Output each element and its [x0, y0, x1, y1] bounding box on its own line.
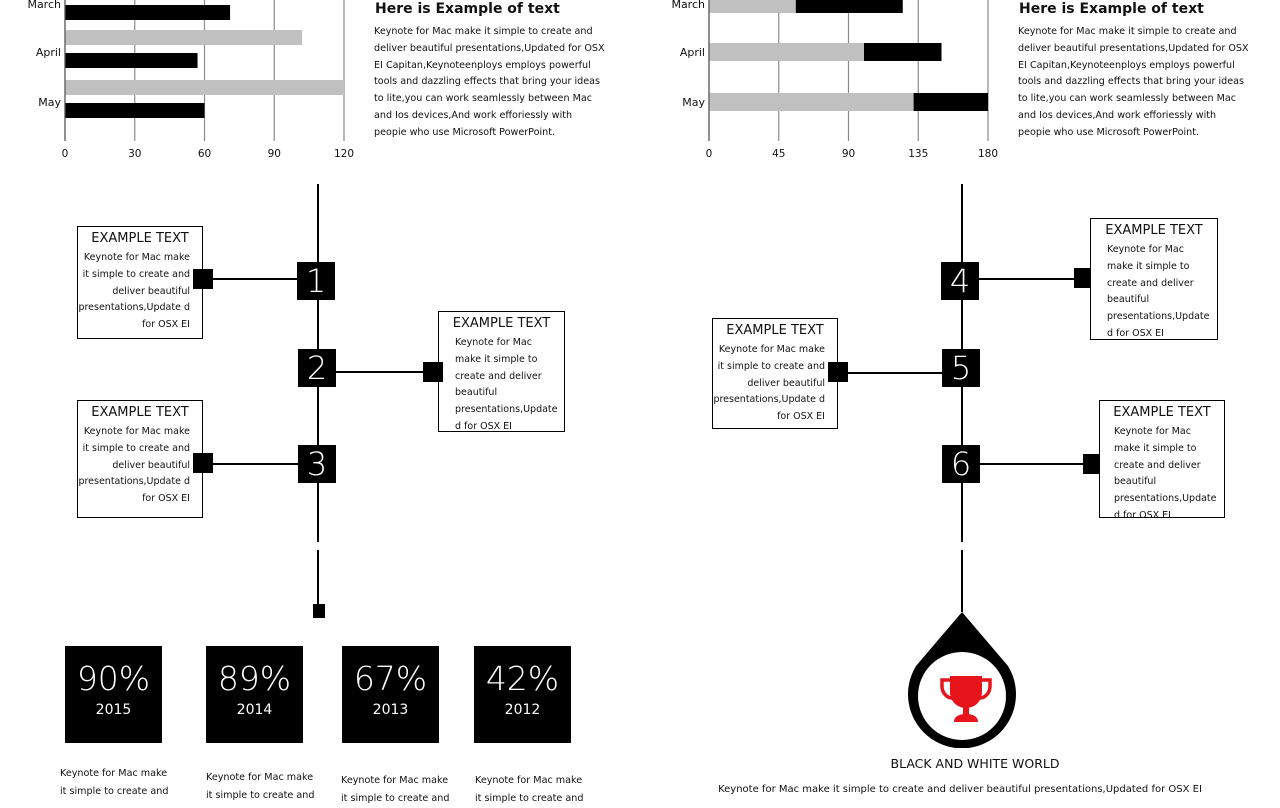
step-3-title: EXAMPLE TEXT [91, 405, 189, 420]
x-tick-label: 0 [705, 148, 713, 160]
bar-segment [709, 0, 796, 13]
stat-tile-2013 [342, 646, 439, 743]
trophy-icon [938, 670, 994, 726]
step-3-card [77, 400, 203, 518]
step-5-title: EXAMPLE TEXT [726, 323, 824, 338]
x-tick-label: 135 [908, 148, 929, 160]
bar [65, 80, 344, 95]
stat-year: 2013 [372, 702, 409, 718]
step-6-number: 6 [942, 445, 980, 483]
category-label: May [38, 96, 61, 109]
stat-caption-2013: Keynote for Mac make it simple to create and [341, 775, 450, 804]
step-2-title: EXAMPLE TEXT [452, 316, 551, 331]
x-tick-label: 60 [197, 148, 212, 160]
step-2-card [438, 311, 565, 432]
panel-left-text: Keynote for Mac make it simple to create and deliver beautiful presentations,Updated for OSX EI Capitan,Keynoteenploys employs powerful tools and dazzling effects that bring your ideas to lite,you can work seamlessly between Mac and Ios devices,And work efforiessly with peopie who use Microsoft PowerPoint. [374, 26, 605, 138]
category-label: March [27, 0, 61, 11]
step-5-connector-line [847, 372, 943, 374]
step-6-text: Keynote for Mac make it simple to create and deliver beautiful presentations,Update d for OSX EI [1114, 426, 1217, 521]
stat-tile-2015 [65, 646, 162, 743]
step-5-card [712, 318, 838, 429]
step-1-title: EXAMPLE TEXT [91, 231, 189, 246]
x-tick-label: 90 [841, 148, 856, 160]
step-6-card [1099, 400, 1225, 521]
timeline-left-end-marker [313, 604, 325, 618]
timeline-left-tail [317, 550, 319, 606]
step-3-connector-knob [193, 453, 213, 473]
stat-percent: 89% [217, 659, 292, 698]
step-1-connector-line [212, 278, 298, 280]
stat-tile-2012 [474, 646, 571, 743]
step-2-connector-line [336, 371, 426, 373]
step-5-connector-knob [828, 362, 848, 382]
step-4-text: Keynote for Mac make it simple to create and deliver beautiful presentations,Update d for OSX EI [1107, 244, 1210, 339]
stat-tile-2014 [206, 646, 303, 743]
x-tick-label: 45 [772, 148, 786, 160]
step-5-number: 5 [942, 349, 980, 387]
stat-year: 2015 [95, 702, 132, 718]
bar-chart-left [0, 0, 370, 170]
step-4-number: 4 [941, 262, 979, 300]
stacked-bar-chart-right [644, 0, 1014, 170]
bar [65, 103, 205, 118]
stat-percent: 90% [76, 659, 151, 698]
category-label: April [679, 46, 705, 59]
stat-year: 2014 [236, 702, 273, 718]
step-3-number: 3 [298, 445, 336, 483]
bar [65, 53, 198, 68]
step-1-card [77, 226, 203, 339]
step-3-connector-line [212, 463, 298, 465]
x-tick-label: 30 [128, 148, 142, 160]
category-label: April [35, 46, 61, 59]
bar-segment [796, 0, 903, 13]
award-text: Keynote for Mac make it simple to create and deliver beautiful presentations,Updated for OSX EI [718, 784, 1202, 795]
stat-year: 2012 [504, 702, 541, 718]
step-4-card [1090, 218, 1218, 340]
x-tick-label: 0 [61, 148, 69, 160]
panel-left-title: Here is Example of text [375, 1, 560, 17]
stat-percent: 42% [485, 659, 560, 698]
step-1-text: Keynote for Mac make it simple to create and deliver beautiful presentations,Update d for OSX EI [78, 252, 190, 331]
stat-caption-2012: Keynote for Mac make it simple to create and [475, 775, 584, 804]
category-label: May [682, 96, 705, 109]
step-2-number: 2 [298, 349, 336, 387]
bar-segment [864, 43, 942, 61]
x-tick-label: 90 [267, 148, 281, 160]
x-tick-label: 120 [333, 148, 355, 160]
panel-right-text: Keynote for Mac make it simple to create and deliver beautiful presentations,Updated for OSX EI Capitan,Keynoteenploys employs powerful tools and dazzling effects that bring your ideas to lite,you can work seamlessly between Mac and Ios devices,And work efforiessly with peopie who use Microsoft PowerPoint. [1018, 26, 1249, 138]
bar [65, 30, 302, 45]
step-2-connector-knob [423, 362, 443, 382]
step-6-title: EXAMPLE TEXT [1113, 405, 1211, 420]
step-4-connector-line [979, 278, 1076, 280]
panel-right-title: Here is Example of text [1019, 1, 1204, 17]
step-5-text: Keynote for Mac make it simple to create and deliver beautiful presentations,Update d for OSX EI [713, 344, 825, 423]
bar-segment [709, 93, 914, 111]
step-3-text: Keynote for Mac make it simple to create and deliver beautiful presentations,Update d for OSX EI [78, 426, 190, 505]
award-title: BLACK AND WHITE WORLD [890, 756, 1060, 771]
bar-segment [914, 93, 988, 111]
bar [65, 5, 230, 20]
bar-segment [709, 43, 864, 61]
x-tick-label: 180 [977, 148, 999, 160]
step-4-title: EXAMPLE TEXT [1105, 223, 1203, 238]
step-6-connector-line [980, 463, 1084, 465]
step-2-text: Keynote for Mac make it simple to create and deliver beautiful presentations,Update d for OSX EI [455, 337, 558, 432]
stat-percent: 67% [353, 659, 428, 698]
stat-caption-2015: Keynote for Mac make it simple to create and [60, 768, 169, 797]
step-1-number: 1 [297, 262, 335, 300]
timeline-right-tail [961, 550, 963, 612]
category-label: March [671, 0, 705, 11]
step-1-connector-knob [193, 269, 213, 289]
stat-caption-2014: Keynote for Mac make it simple to create and [206, 772, 315, 801]
